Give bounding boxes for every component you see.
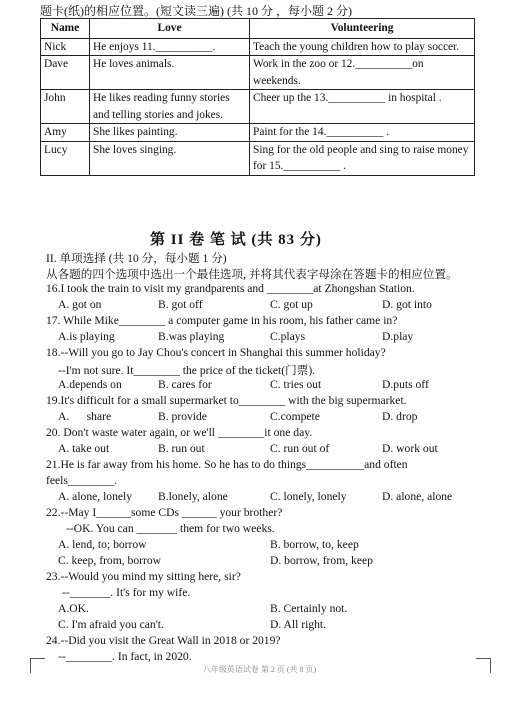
top-instruction: 题卡(纸)的相应位置。(短文读三遍) (共 10 分 ，每小题 2 分) xyxy=(40,4,352,18)
question-23-option-b: B. Certainly not. xyxy=(270,602,348,615)
page-footer: 八年级英语试卷 第 2 页 (共 8 页) xyxy=(202,665,317,674)
cell-name: Amy xyxy=(41,124,90,142)
question-24-stem-2: --________. In fact, in 2020. xyxy=(58,650,192,663)
table-row xyxy=(41,56,475,90)
question-22-option-b: B. borrow, to, keep xyxy=(270,538,359,551)
table-row xyxy=(41,141,475,175)
header-name: Name xyxy=(41,19,90,39)
question-17-option-c: C.plays xyxy=(270,330,306,343)
question-22-option-c: C. keep, from, borrow xyxy=(58,554,162,567)
cell-love: He loves animals. xyxy=(90,56,250,90)
cell-love: He likes reading funny stories and telling stories and jokes. xyxy=(90,90,250,124)
question-19-option-a: A. share xyxy=(58,410,112,423)
table-row xyxy=(41,90,475,124)
question-18-option-d: D.puts off xyxy=(382,378,429,391)
question-22-option-a: A. lend, to; borrow xyxy=(58,538,147,551)
question-23-option-d: D. All right. xyxy=(270,618,327,631)
question-22-stem: 22.--May I______some CDs ______ your brother? xyxy=(46,506,283,519)
cell-name: Nick xyxy=(41,38,90,56)
question-23-stem-2: --_______. It's for my wife. xyxy=(62,586,191,599)
question-21-option-d: D. alone, alone xyxy=(382,490,453,503)
table-row xyxy=(41,38,475,56)
question-24-stem: 24.--Did you visit the Great Wall in 2018 or 2019? xyxy=(46,634,281,647)
cell-volunteering: Sing for the old people and sing to raise money for 15.__________ . xyxy=(250,141,475,175)
question-17-option-a: A.is playing xyxy=(58,330,115,343)
question-18-option-c: C. tries out xyxy=(270,378,322,391)
question-19-option-c: C.compete xyxy=(270,410,320,423)
table-header-row xyxy=(41,19,475,39)
question-22-stem-2: --OK. You can _______ them for two weeks. xyxy=(66,522,275,535)
question-20-option-a: A. take out xyxy=(58,442,110,455)
part-heading: II. 单项选择 (共 10 分，每小题 1 分) xyxy=(46,252,227,265)
cell-love: She likes painting. xyxy=(90,124,250,142)
question-20-stem: 20. Don't waste water again, or we'll ________it one day. xyxy=(46,426,313,439)
question-19-option-b: B. provide xyxy=(158,410,207,423)
question-23-stem: 23.--Would you mind my sitting here, sir? xyxy=(46,570,241,583)
cell-love: He enjoys 11.__________. xyxy=(90,38,250,56)
part-instruction: 从各题的四个选项中选出一个最佳选项, 并将其代表字母涂在答题卡的相应位置。 xyxy=(46,268,458,281)
volunteering-table xyxy=(40,18,475,176)
question-19-stem: 19.It's difficult for a small supermarket to________ with the big supermarket. xyxy=(46,394,407,407)
crop-mark-right xyxy=(476,658,491,673)
question-17-option-b: B.was playing xyxy=(158,330,225,343)
question-18-stem: 18.--Will you go to Jay Chou's concert in Shanghai this summer holiday? xyxy=(46,346,386,359)
cell-volunteering: Cheer up the 13.__________ in hospital . xyxy=(250,90,475,124)
question-18-stem-2: --I'm not sure. It________ the price of the ticket(门票). xyxy=(58,364,316,377)
question-18-option-a: A.depends on xyxy=(58,378,122,391)
question-16-option-a: A. got on xyxy=(58,298,102,311)
cell-name: Lucy xyxy=(41,141,90,175)
question-21-option-c: C. lonely, lonely xyxy=(270,490,347,503)
question-21-stem: 21.He is far away from his home. So he has to do things__________and often xyxy=(46,458,408,471)
header-love: Love xyxy=(90,19,250,39)
question-20-option-c: C. run out of xyxy=(270,442,330,455)
question-16-stem: 16.I took the train to visit my grandparents and ________at Zhongshan Station. xyxy=(46,282,415,295)
cell-love: She loves singing. xyxy=(90,141,250,175)
question-19-option-d: D. drop xyxy=(382,410,418,423)
question-21-stem-2: feels________. xyxy=(46,474,118,487)
cell-volunteering: Teach the young children how to play soccer. xyxy=(250,38,475,56)
question-23-option-c: C. I'm afraid you can't. xyxy=(58,618,164,631)
section-title: 第 II 卷 笔 试 (共 83 分) xyxy=(150,232,322,248)
question-17-stem: 17. While Mike________ a computer game in his room, his father came in? xyxy=(46,314,398,327)
header-volunteering: Volunteering xyxy=(250,19,475,39)
question-22-option-d: D. borrow, from, keep xyxy=(270,554,373,567)
crop-mark-left xyxy=(30,658,45,673)
question-20-option-d: D. work out xyxy=(382,442,438,455)
question-21-option-b: B.lonely, alone xyxy=(158,490,228,503)
question-21-option-a: A. alone, lonely xyxy=(58,490,133,503)
question-23-option-a: A.OK. xyxy=(58,602,89,615)
cell-volunteering: Work in the zoo or 12.__________on weekends. xyxy=(250,56,475,90)
question-16-option-d: D. got into xyxy=(382,298,432,311)
cell-name: Dave xyxy=(41,56,90,90)
cell-volunteering: Paint for the 14.__________ . xyxy=(250,124,475,142)
question-16-option-c: C. got up xyxy=(270,298,313,311)
question-17-option-d: D.play xyxy=(382,330,414,343)
table-row xyxy=(41,124,475,142)
question-16-option-b: B. got off xyxy=(158,298,203,311)
cell-name: John xyxy=(41,90,90,124)
question-18-option-b: B. cares for xyxy=(158,378,212,391)
question-20-option-b: B. run out xyxy=(158,442,205,455)
